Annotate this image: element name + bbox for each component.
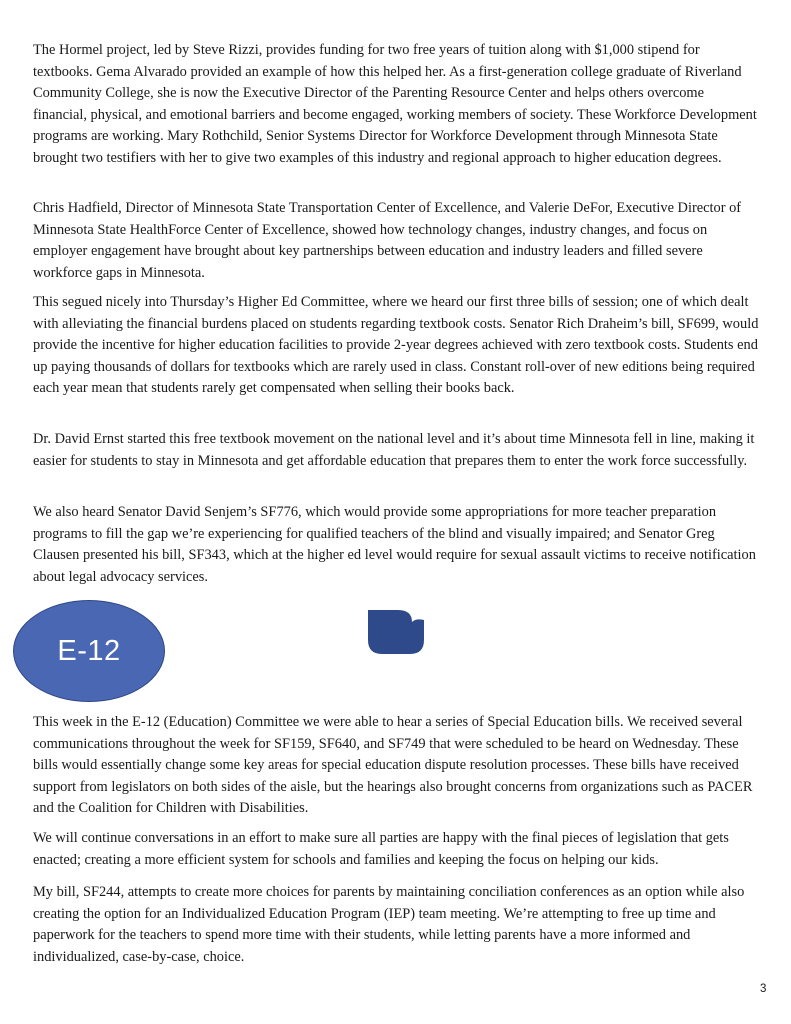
body-paragraph: The Hormel project, led by Steve Rizzi, provides funding for two free years of tuition along with $1,000 stipend for textbooks. Gema Alvarado provided an example of how this helped her. As a first-generation college graduate of Riverland Community College, she is now the Executive Director of the Parenting Resource Center and helps others overcome financial, physical, and emotional barriers and become engaged, working members of society. These Workforce Development programs are working. Mary Rothchild, Senior Systems Director for Workforce Development through Minnesota State brought two testifiers with her to give two examples of this industry and regional approach to higher education degrees. [33,42,757,166]
body-paragraph: This segued nicely into Thursday’s Higher Ed Committee, where we heard our first three bills of session; one of which dealt with alleviating the financial burdens placed on students regarding textbook costs. Senator Rich Draheim’s bill, SF699, would provide the incentive for higher education facilities to provide 2-year degrees achieved with zero textbook costs. Students end up paying thousands of dollars for textbooks which are rarely used in class. Constant roll-over of new editions being required each year mean that students rarely get compensated when selling their books back. [33,294,759,396]
section-badge-label: E-12 [57,634,121,667]
body-paragraph: This week in the E-12 (Education) Committee we were able to hear a series of Special Education bills. We received several communications throughout the week for SF159, SF640, and SF749 that were scheduled to be heard on Wednesday. These bills would essentially change some key areas for special education dispute resolution processes. These bills have received support from legislators on both sides of the aisle, but the hearings also brought concerns from organizations such as PACER and the Coalition for Children with Disabilities. [33,714,753,816]
section-badge-e12 [13,600,165,702]
body-paragraph: Chris Hadfield, Director of Minnesota State Transportation Center of Excellence, and Valerie DeFor, Executive Director of Minnesota State HealthForce Center of Excellence, showed how technology changes, industry changes, and focus on employer engagement have brought about key partnerships between education and industry leaders and filled severe workforce gaps in Minnesota. [33,200,742,281]
body-paragraph: We will continue conversations in an effort to make sure all parties are happy with the final pieces of legislation that gets enacted; creating a more efficient system for schools and families and keeping the focus on helping our kids. [33,830,729,868]
leaf-shape-icon [368,610,424,654]
body-paragraph: My bill, SF244, attempts to create more choices for parents by maintaining conciliation conferences as an option while also creating the option for an Individualized Education Program (IEP) team meeting. We’re attempting to free up time and paperwork for the teachers to spend more time with their students, while letting parents have a more informed and individualized, case-by-case, choice. [33,884,745,965]
page-number: 3 [760,983,767,995]
body-paragraph: Dr. David Ernst started this free textbook movement on the national level and it’s about time Minnesota fell in line, making it easier for students to stay in Minnesota and get affordable education that prepares them to enter the work force successfully. [33,431,755,469]
body-paragraph: We also heard Senator David Senjem’s SF776, which would provide some appropriations for more teacher preparation programs to fill the gap we’re experiencing for qualified teachers of the blind and visually impaired; and Senator Greg Clausen presented his bill, SF343, which at the higher ed level would require for sexual assault victims to receive notification about legal advocacy services. [33,504,756,585]
